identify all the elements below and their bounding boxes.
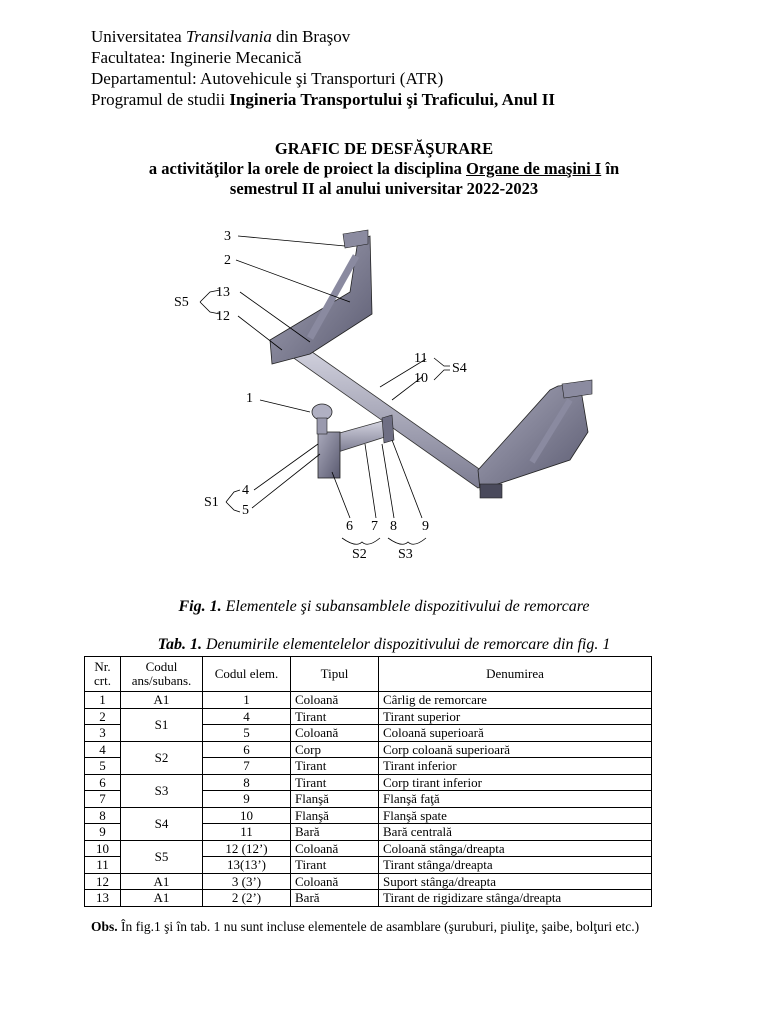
table-row: 13 A1 2 (2’) Bară Tirant de rigidizare stânga/dreapta xyxy=(85,890,652,907)
fig-label-5: 5 xyxy=(242,503,249,518)
table-row: 6 S3 8 Tirant Corp tirant inferior xyxy=(85,774,652,791)
fig-label-6: 6 xyxy=(346,519,353,534)
figure-caption: Fig. 1. Elementele şi subansamblele dispozitivului de remorcare xyxy=(178,598,590,615)
table-row: 5 7 Tirant Tirant inferior xyxy=(85,758,652,775)
table-header-row xyxy=(85,657,652,692)
fig-label-13: 13 xyxy=(216,285,230,300)
leader-lines xyxy=(200,236,450,544)
right-bar-end xyxy=(480,484,502,498)
program-line: Programul de studii Ingineria Transportului şi Traficului, Anul II xyxy=(91,90,555,109)
fig-label-2: 2 xyxy=(224,253,231,268)
title-line-3: semestrul II al anului universitar 2022-2023 xyxy=(229,179,539,198)
fig-label-9: 9 xyxy=(422,519,429,534)
fig-label-s4: S4 xyxy=(452,361,467,376)
fig-label-4: 4 xyxy=(242,483,249,498)
observation-note: Obs. În fig.1 şi în tab. 1 nu sunt incluse elementele de asamblare (şuruburi, piuliţe, şaibe, bolţuri etc.) xyxy=(91,919,640,934)
header-ans: Codul ans/subans. xyxy=(121,657,203,692)
table-row: 1 A1 1 Coloană Cârlig de remorcare xyxy=(85,692,652,709)
table-row: 12 A1 3 (3’) Coloană Suport stânga/dreapta xyxy=(85,873,652,890)
header-nr: Nr. crt. xyxy=(85,657,121,692)
fig-label-12: 12 xyxy=(216,309,230,324)
column-body xyxy=(318,432,340,478)
fig-label-s3: S3 xyxy=(398,547,413,562)
right-support xyxy=(562,380,592,398)
tow-ball xyxy=(312,404,332,420)
ball-neck xyxy=(317,418,327,434)
fig-label-s1: S1 xyxy=(204,495,219,510)
fig-label-s5: S5 xyxy=(174,295,189,310)
table-row: 10 S5 12 (12’) Coloană Coloană stânga/dreapta xyxy=(85,840,652,857)
elements-table xyxy=(84,656,652,907)
title-line-1: GRAFIC DE DESFĂŞURARE xyxy=(274,139,494,158)
table-caption: Tab. 1. Denumirile elementelelor dispozitivului de remorcare din fig. 1 xyxy=(157,636,611,653)
right-bracket xyxy=(478,384,588,490)
table-row: 9 11 Bară Bară centrală xyxy=(85,824,652,841)
table-row: 3 5 Coloană Coloană superioară xyxy=(85,725,652,742)
fig-label-8: 8 xyxy=(390,519,397,534)
left-bracket xyxy=(270,236,372,364)
faculty-line: Facultatea: Inginerie Mecanică xyxy=(91,48,302,67)
fig-label-11: 11 xyxy=(414,351,428,366)
table-row: 8 S4 10 Flanşă Flanşă spate xyxy=(85,807,652,824)
document-header xyxy=(91,26,555,110)
fig-label-10: 10 xyxy=(414,371,428,386)
header-den: Denumirea xyxy=(379,657,652,692)
fig-label-7: 7 xyxy=(371,519,378,534)
university-line: Universitatea Transilvania din Braşov xyxy=(91,27,351,46)
department-line: Departamentul: Autovehicule şi Transporturi (ATR) xyxy=(91,69,444,88)
fig-label-3: 3 xyxy=(224,229,231,244)
fig-label-s2: S2 xyxy=(352,547,367,562)
title-line-2: a activităţilor la orele de proiect la disciplina Organe de maşini I în xyxy=(148,159,620,178)
table-row: 4 S2 6 Corp Corp coloană superioară xyxy=(85,741,652,758)
table-row: 11 13(13’) Tirant Tirant stânga/dreapta xyxy=(85,857,652,874)
table-row: 7 9 Flanşă Flanşă faţă xyxy=(85,791,652,808)
towbar-figure xyxy=(160,222,630,567)
table-row: 2 S1 4 Tirant Tirant superior xyxy=(85,708,652,725)
document-title xyxy=(0,139,768,199)
header-tip: Tipul xyxy=(291,657,379,692)
flange xyxy=(382,415,394,443)
fig-label-1: 1 xyxy=(246,391,253,406)
lower-tie-rod xyxy=(336,420,388,452)
header-elem: Codul elem. xyxy=(203,657,291,692)
